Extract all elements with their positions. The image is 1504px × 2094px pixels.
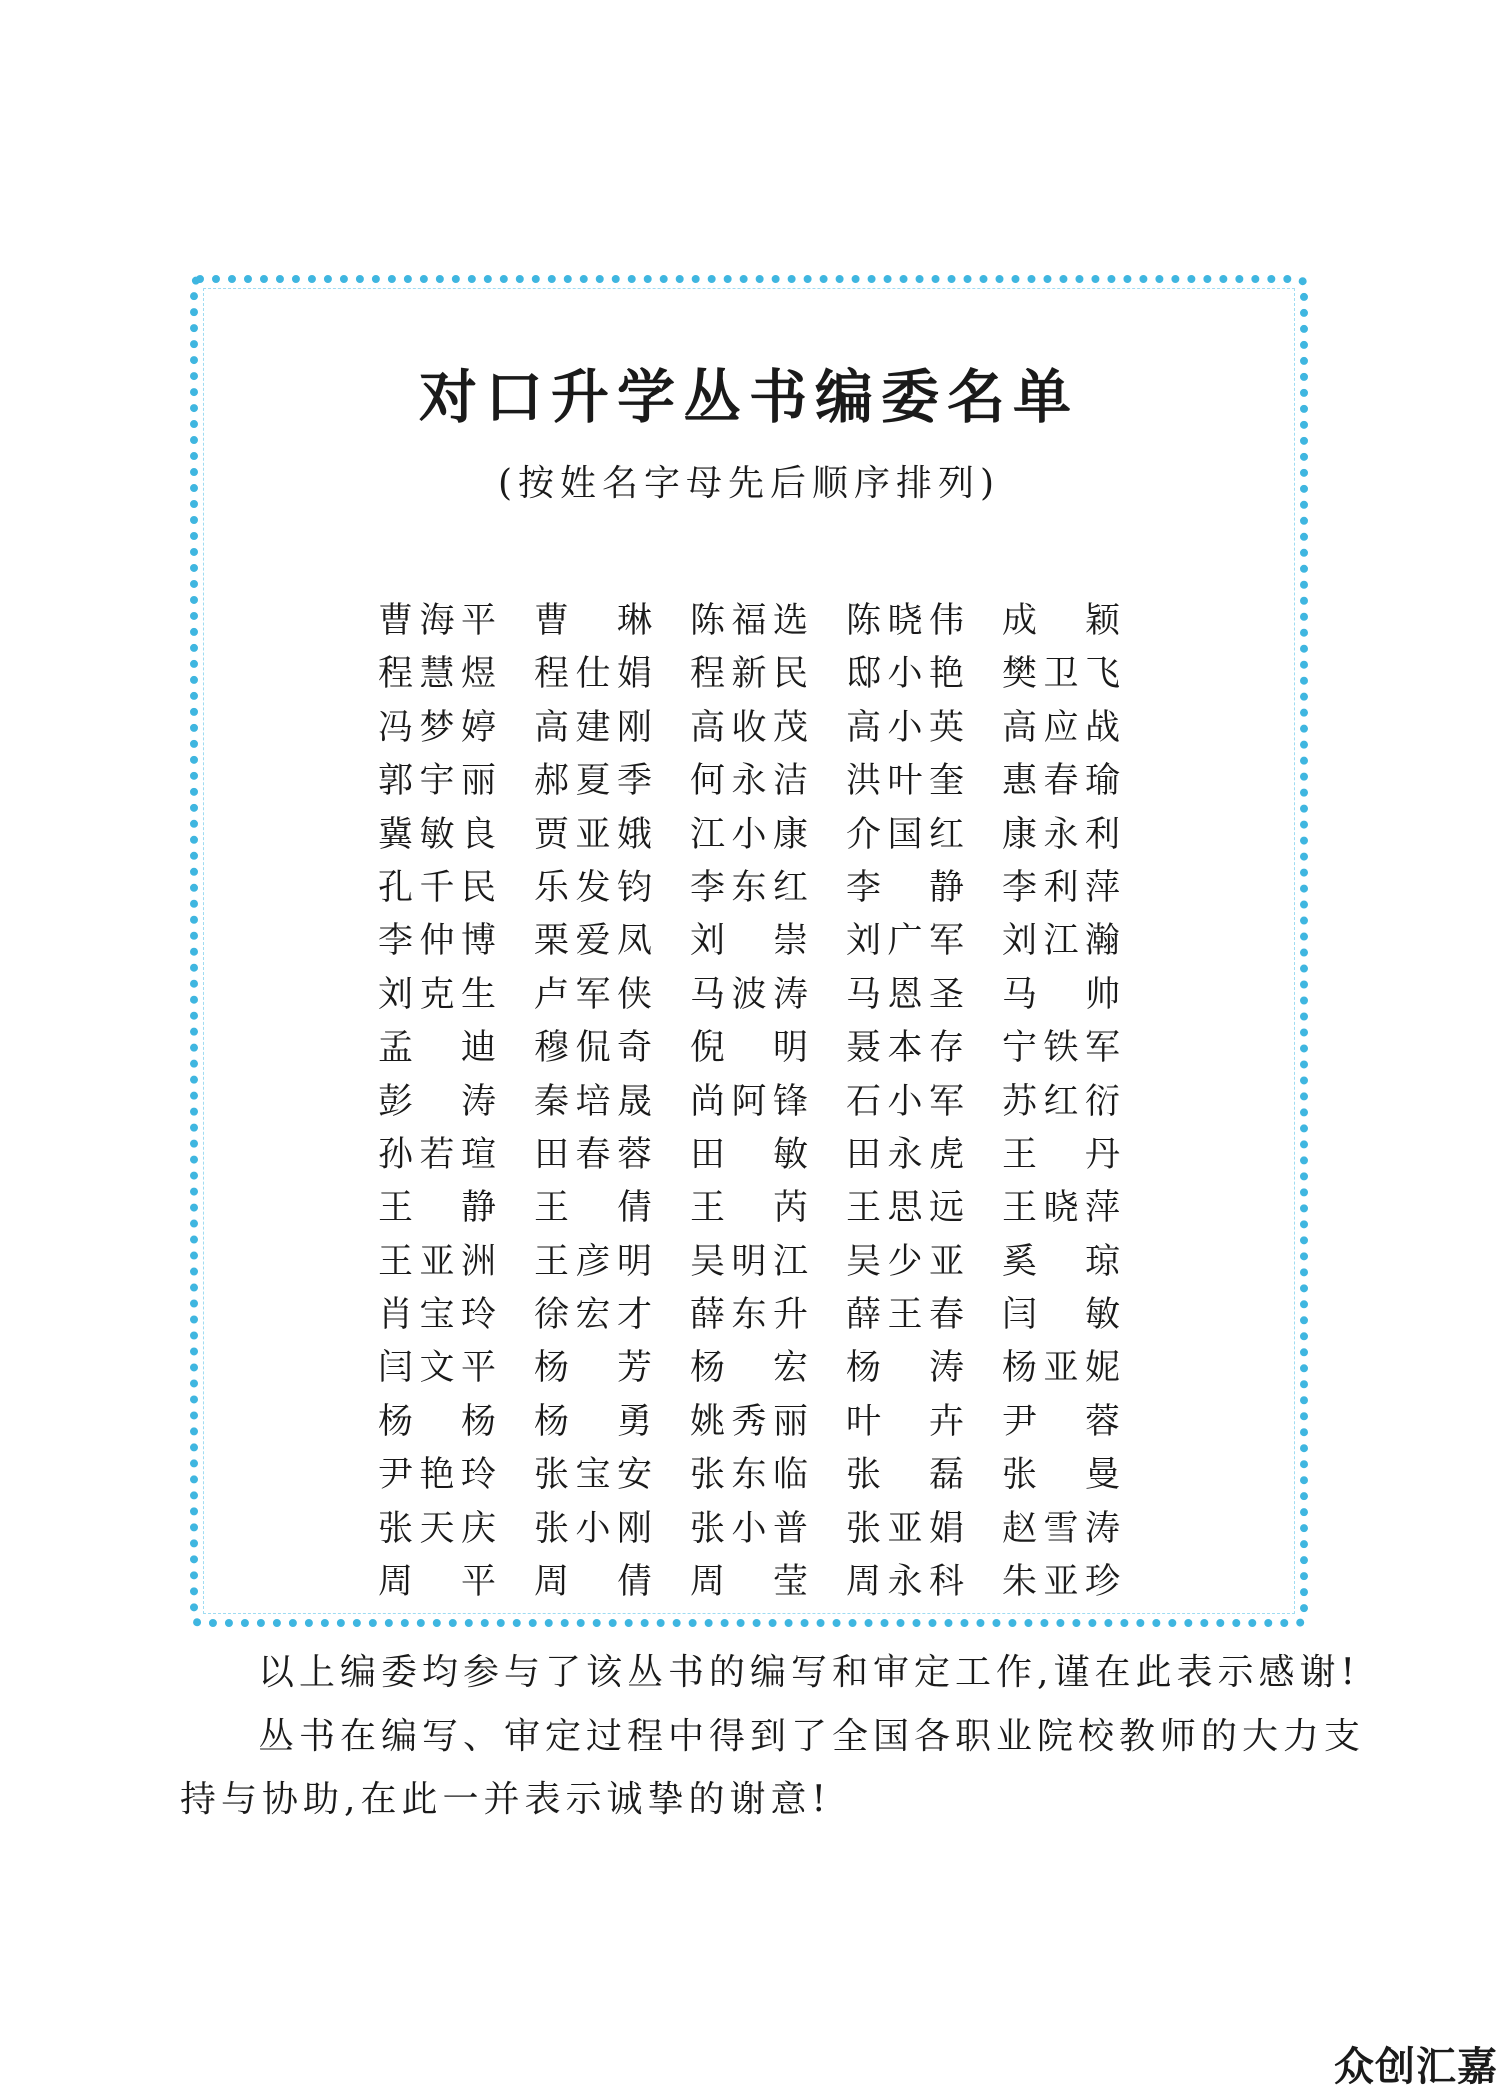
- committee-member-name: 闫敏: [1002, 1295, 1120, 1336]
- committee-member-name: 周莹: [690, 1562, 808, 1603]
- committee-member-name: 倪明: [690, 1028, 808, 1069]
- committee-member-name: 马帅: [1002, 974, 1120, 1015]
- committee-member-name: 杨勇: [534, 1401, 652, 1442]
- committee-member-name: 高收茂: [690, 707, 808, 748]
- committee-member-name: 刘广军: [846, 921, 964, 962]
- committee-member-name: 乐发钧: [534, 867, 652, 908]
- committee-name-list: [378, 595, 1158, 1609]
- committee-member-name: 王彦明: [534, 1241, 652, 1282]
- committee-member-name: 介国红: [846, 814, 964, 855]
- committee-member-name: 尹蓉: [1002, 1401, 1120, 1442]
- committee-member-name: 李仲博: [378, 921, 496, 962]
- committee-member-name: 张磊: [846, 1455, 964, 1496]
- committee-member-name: 刘崇: [690, 921, 808, 962]
- committee-member-name: 王芮: [690, 1188, 808, 1229]
- committee-member-name: 曹琳: [534, 601, 652, 641]
- committee-member-name: 杨涛: [846, 1348, 964, 1389]
- committee-member-name: 徐宏才: [534, 1295, 652, 1336]
- committee-member-name: 吴少亚: [846, 1241, 964, 1282]
- acknowledgement-line-2: 丛书在编写、审定过程中得到了全国各职业院校教师的大力支: [258, 1716, 1366, 1757]
- committee-member-name: 姚秀丽: [690, 1401, 808, 1442]
- committee-member-name: 陈福选: [690, 601, 808, 641]
- committee-member-name: 杨芳: [534, 1348, 652, 1389]
- committee-member-name: 冯梦婷: [378, 707, 496, 748]
- committee-member-name: 孔千民: [378, 867, 496, 908]
- committee-member-name: 王静: [378, 1188, 496, 1229]
- committee-member-name: 杨宏: [690, 1348, 808, 1389]
- committee-member-name: 李静: [846, 867, 964, 908]
- committee-member-name: 王丹: [1002, 1134, 1120, 1175]
- committee-member-name: 高应战: [1002, 707, 1120, 748]
- committee-member-name: 刘江瀚: [1002, 921, 1120, 962]
- committee-member-name: 高建刚: [534, 707, 652, 748]
- committee-member-name: 穆侃奇: [534, 1028, 652, 1069]
- committee-member-name: 奚琼: [1002, 1241, 1120, 1282]
- committee-member-name: 程慧煜: [378, 654, 496, 695]
- committee-member-name: 马恩圣: [846, 974, 964, 1015]
- committee-member-name: 张亚娟: [846, 1508, 964, 1549]
- committee-member-name: 王思远: [846, 1188, 964, 1229]
- committee-member-name: 王倩: [534, 1188, 652, 1229]
- committee-member-name: 王晓萍: [1002, 1188, 1120, 1229]
- committee-member-name: 郝夏季: [534, 761, 652, 802]
- committee-member-name: 冀敏良: [378, 814, 496, 855]
- committee-member-name: 秦培晟: [534, 1081, 652, 1122]
- committee-member-name: 张天庆: [378, 1508, 496, 1549]
- committee-member-name: 田敏: [690, 1134, 808, 1175]
- committee-member-name: 周平: [378, 1562, 496, 1603]
- committee-member-name: 聂本存: [846, 1028, 964, 1069]
- committee-member-name: 肖宝玲: [378, 1295, 496, 1336]
- committee-member-name: 卢军侠: [534, 974, 652, 1015]
- committee-member-name: 石小军: [846, 1081, 964, 1122]
- committee-member-name: 成颖: [1002, 601, 1120, 641]
- committee-member-name: 高小英: [846, 707, 964, 748]
- committee-member-name: 叶卉: [846, 1401, 964, 1442]
- committee-member-name: 江小康: [690, 814, 808, 855]
- committee-member-name: 洪叶奎: [846, 761, 964, 802]
- committee-member-name: 惠春瑜: [1002, 761, 1120, 802]
- acknowledgement-line-1: 以上编委均参与了该丛书的编写和审定工作,谨在此表示感谢!: [258, 1652, 1360, 1693]
- committee-member-name: 孙若瑄: [378, 1134, 496, 1175]
- committee-member-name: 马波涛: [690, 974, 808, 1015]
- committee-member-name: 孟迪: [378, 1028, 496, 1069]
- committee-member-name: 李东红: [690, 867, 808, 908]
- committee-member-name: 邸小艳: [846, 654, 964, 695]
- committee-member-name: 苏红衍: [1002, 1081, 1120, 1122]
- committee-member-name: 李利萍: [1002, 867, 1120, 908]
- committee-member-name: 朱亚珍: [1002, 1562, 1120, 1603]
- committee-member-name: 尹艳玲: [378, 1455, 496, 1496]
- committee-member-name: 薛王春: [846, 1295, 964, 1336]
- committee-member-name: 贾亚娥: [534, 814, 652, 855]
- committee-member-name: 吴明江: [690, 1241, 808, 1282]
- committee-member-name: 闫文平: [378, 1348, 496, 1389]
- committee-member-name: 彭涛: [378, 1081, 496, 1122]
- page-subtitle: (按姓名字母先后顺序排列): [497, 463, 1001, 504]
- committee-member-name: 田春蓉: [534, 1134, 652, 1175]
- committee-member-name: 张小刚: [534, 1508, 652, 1549]
- watermark-logo: 众创汇嘉: [1334, 2044, 1498, 2090]
- committee-member-name: 张宝安: [534, 1455, 652, 1496]
- committee-member-name: 陈晓伟: [846, 601, 964, 641]
- committee-member-name: 赵雪涛: [1002, 1508, 1120, 1549]
- committee-member-name: 杨亚妮: [1002, 1348, 1120, 1389]
- committee-member-name: 程仕娟: [534, 654, 652, 695]
- committee-member-name: 田永虎: [846, 1134, 964, 1175]
- committee-member-name: 周倩: [534, 1562, 652, 1603]
- committee-member-name: 张东临: [690, 1455, 808, 1496]
- committee-member-name: 康永利: [1002, 814, 1120, 855]
- committee-member-name: 尚阿锋: [690, 1081, 808, 1122]
- committee-member-name: 薛东升: [690, 1295, 808, 1336]
- committee-member-name: 程新民: [690, 654, 808, 695]
- committee-member-name: 刘克生: [378, 974, 496, 1015]
- page-title: 对口升学丛书编委名单: [418, 363, 1079, 431]
- acknowledgement-line-3: 持与协助,在此一并表示诚挚的谢意!: [180, 1779, 831, 1820]
- committee-member-name: 张曼: [1002, 1455, 1120, 1496]
- committee-member-name: 张小普: [690, 1508, 808, 1549]
- committee-member-name: 杨杨: [378, 1401, 496, 1442]
- committee-member-name: 曹海平: [378, 601, 496, 641]
- committee-member-name: 樊卫飞: [1002, 654, 1120, 695]
- committee-member-name: 王亚洲: [378, 1241, 496, 1282]
- committee-member-name: 郭宇丽: [378, 761, 496, 802]
- committee-member-name: 栗爱凤: [534, 921, 652, 962]
- committee-member-name: 周永科: [846, 1562, 964, 1603]
- committee-member-name: 宁铁军: [1002, 1028, 1120, 1069]
- committee-member-name: 何永洁: [690, 761, 808, 802]
